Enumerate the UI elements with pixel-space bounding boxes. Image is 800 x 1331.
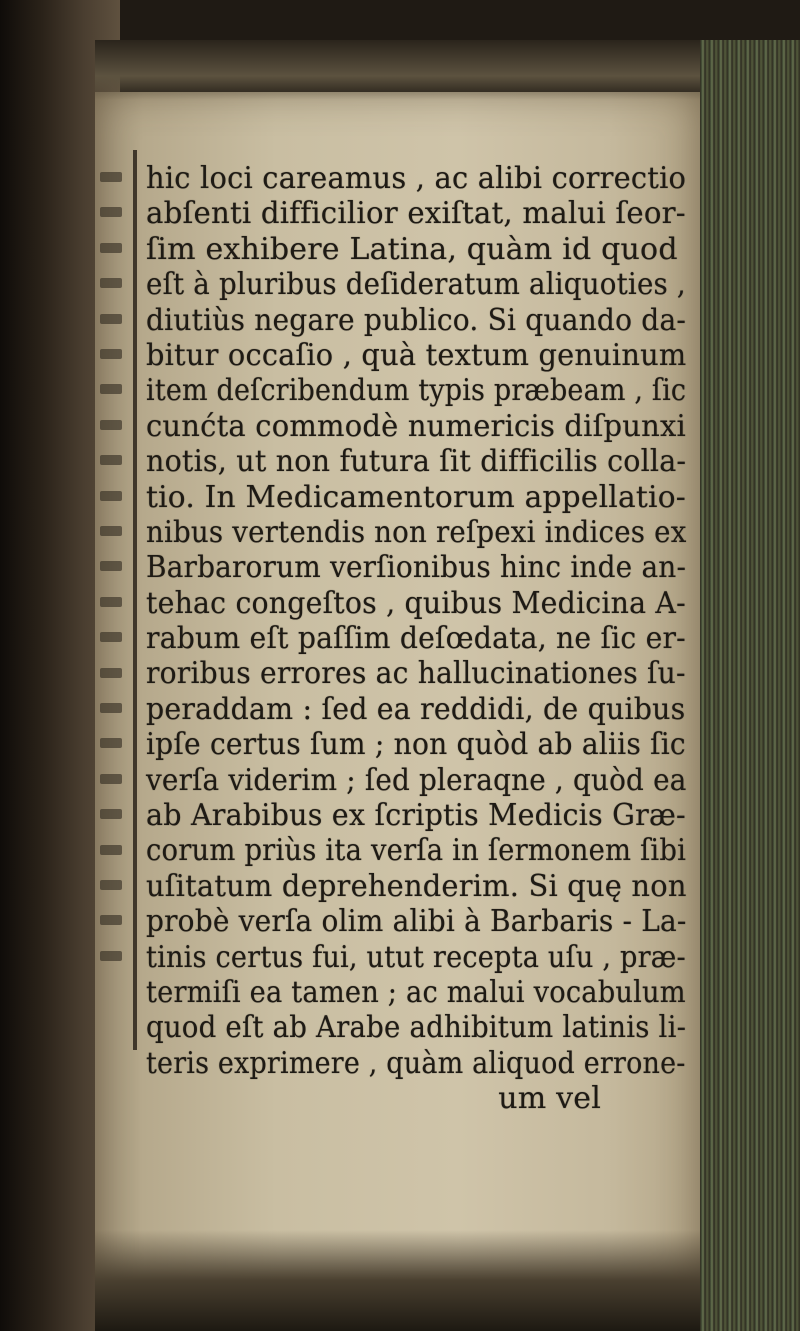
text-line: probè verſa olim alibi à Barbaris - La- (146, 904, 687, 940)
gutter-mark (100, 278, 122, 288)
latin-text-block (146, 161, 691, 1117)
gutter-mark (100, 491, 122, 501)
text-line: item deſcribendum typis præbeam , ſic (146, 373, 687, 409)
gutter-marks (100, 160, 130, 980)
text-line: bitur occaſio , quà textum genuinum (146, 337, 687, 373)
gutter-mark (100, 774, 122, 784)
margin-rule (133, 150, 137, 1050)
gutter-mark (100, 738, 122, 748)
gutter-mark (100, 809, 122, 819)
gutter-mark (100, 845, 122, 855)
bottom-shadow (95, 1230, 700, 1331)
text-line: ipſe certus ſum ; non quòd ab aliis ſic (146, 727, 686, 763)
text-line: cunćta commodè numericis diſpunxi (146, 408, 687, 444)
text-line: ab Arabibus ex ſcriptis Medicis Græ- (146, 798, 686, 834)
gutter-mark (100, 561, 122, 571)
gutter-mark (100, 703, 122, 713)
text-line: termiſi ea tamen ; ac malui vocabulum (146, 974, 686, 1010)
gutter-mark (100, 207, 122, 217)
gutter-mark (100, 632, 122, 642)
text-line: peraddam : ſed ea reddidi, de quibus (146, 691, 686, 727)
gutter-mark (100, 915, 122, 925)
text-line: eſt à pluribus deſideratum aliquoties , (146, 267, 686, 303)
text-line: tehac congeſtos , quibus Medicina A- (146, 585, 686, 621)
text-line: quod eſt ab Arabe adhibitum latinis li- (146, 1010, 687, 1046)
text-line: rabum eſt paſſim deſœdata, ne ſic er- (146, 621, 686, 657)
text-line: abſenti difficilior exiſtat, malui ſeor- (146, 196, 686, 232)
gutter-mark (100, 668, 122, 678)
gutter-mark (100, 349, 122, 359)
text-line: hic loci careamus , ac alibi correctio (146, 161, 687, 196)
text-line: ſim exhibere Latina, quàm id quod (146, 231, 678, 267)
gutter-mark (100, 243, 122, 253)
text-line-catchword: um vel (498, 1081, 601, 1117)
text-line: verſa viderim ; ſed pleraqne , quòd ea (146, 762, 687, 798)
gutter-mark (100, 880, 122, 890)
text-line: notis, ut non futura ſit difficilis colla- (146, 444, 687, 480)
gutter-mark (100, 172, 122, 182)
gutter-mark (100, 597, 122, 607)
top-shadow (95, 40, 700, 100)
text-line: Barbarorum verſionibus hinc inde an- (146, 550, 687, 586)
gutter-mark (100, 455, 122, 465)
gutter-mark (100, 384, 122, 394)
page-stack-edges (700, 40, 800, 1331)
text-line: tinis certus fui, utut recepta uſu , præ- (146, 939, 686, 975)
text-line: nibus vertendis non reſpexi indices ex (146, 514, 687, 550)
text-line: uſitatum deprehenderim. Si quę non (146, 868, 687, 904)
text-line: tio. In Medicamentorum appellatio- (146, 479, 686, 515)
gutter-mark (100, 420, 122, 430)
gutter-mark (100, 951, 122, 961)
text-line: teris exprimere , quàm aliquod errone- (146, 1045, 686, 1081)
text-line: diutiùs negare publico. Si quando da- (146, 302, 687, 338)
text-line: corum priùs ita verſa in ſermonem ſibi (146, 833, 687, 869)
text-line: roribus errores ac hallucinationes ſu- (146, 656, 686, 692)
gutter-mark (100, 526, 122, 536)
gutter-mark (100, 314, 122, 324)
